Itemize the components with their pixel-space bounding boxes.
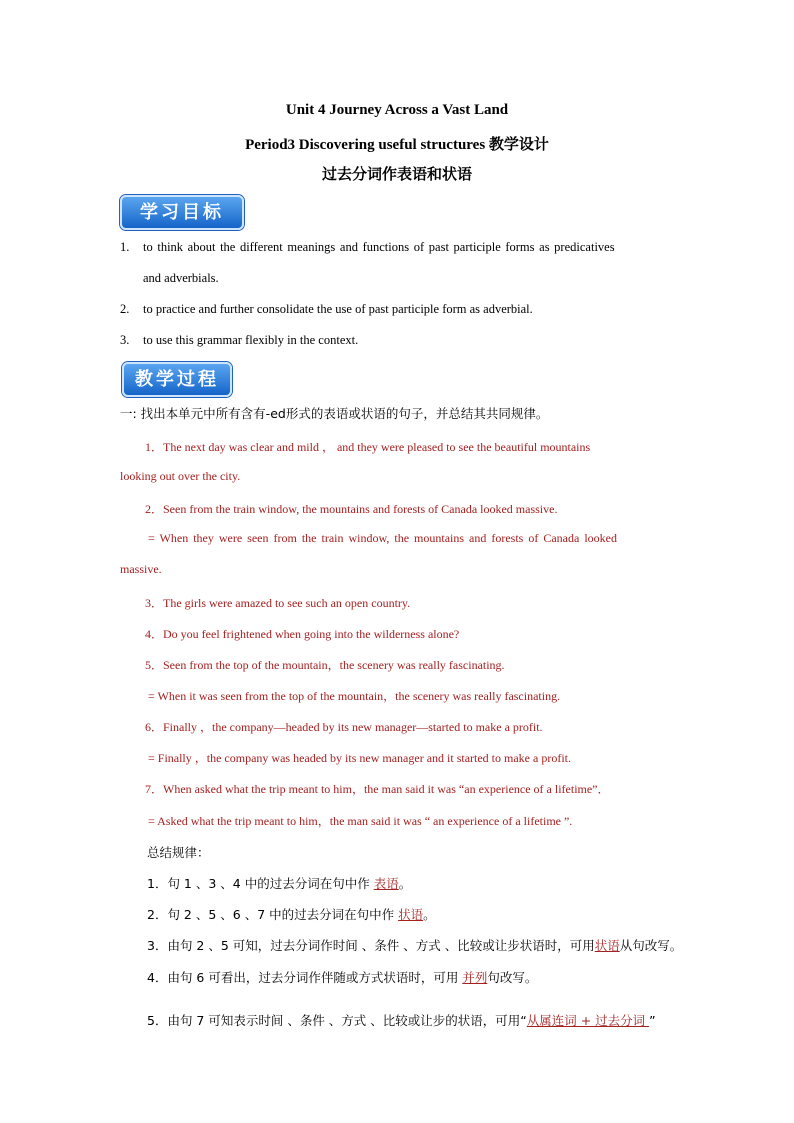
example-3: 3．The girls were amazed to see such an open country. — [145, 596, 411, 610]
objective-1-continuation: and adverbials. — [143, 271, 219, 285]
summary-label: 总结规律： — [147, 845, 210, 860]
rule-text: 。 — [398, 876, 412, 891]
rule-text: 3．由句 2 、5 可知，过去分词作时间 、条件 、方式 、比较或让步状语时，可用 — [147, 938, 595, 953]
rule-answer: 状语 — [398, 907, 424, 922]
rule-answer: 状语 — [594, 938, 620, 953]
rule-text: ” — [649, 1013, 656, 1028]
rule-text: 句改写。 — [487, 970, 538, 985]
example-2: 2．Seen from the train window, the mountains and forests of Canada looked massive. — [145, 502, 558, 516]
objectives-banner: 学习目标 — [120, 195, 244, 230]
objective-text: to practice and further consolidate the use of past participle form as adverbial. — [143, 302, 533, 316]
rule-text: 4．由句 6 可看出，过去分词作伴随或方式状语时，可用 — [147, 970, 463, 985]
topic-title: 过去分词作表语和状语 — [321, 165, 472, 183]
objective-3 — [120, 333, 358, 348]
objective-2 — [120, 302, 533, 317]
summary-rule-4 — [147, 968, 537, 986]
example-2-rewrite: = When they were seen from the train window, the mountains and forests of Canada looked — [148, 531, 617, 545]
rule-text: 1．句 1 、3 、4 中的过去分词在句中作 — [147, 876, 374, 891]
period-title: Period3 Discovering useful structures 教学设计 — [245, 137, 549, 153]
example-7-rewrite: = Asked what the trip meant to him，the man said it was “ an experience of a lifetime ”. — [148, 814, 573, 828]
rule-text: 5．由句 7 可知表示时间 、条件 、方式 、比较或让步的状语，可用“ — [147, 1013, 527, 1028]
rule-text: 2．句 2 、5 、6 、7 中的过去分词在句中作 — [147, 907, 399, 922]
objective-text: to use this grammar flexibly in the context. — [143, 333, 359, 347]
objective-number: 3. — [120, 333, 130, 347]
summary-rule-1 — [147, 874, 411, 892]
process-banner: 教学过程 — [122, 362, 232, 397]
example-5-rewrite: = When it was seen from the top of the mountain，the scenery was really fascinating. — [148, 689, 561, 703]
example-1-continuation: looking out over the city. — [120, 469, 241, 483]
objective-text: to think about the different meanings and functions of past participle forms as predicatives — [143, 240, 615, 254]
example-5: 5．Seen from the top of the mountain，the scenery was really fascinating. — [145, 658, 505, 672]
example-6: 6．Finally ，the company—headed by its new manager—started to make a profit. — [145, 720, 543, 734]
unit-title: Unit 4 Journey Across a Vast Land — [285, 102, 509, 118]
rule-answer: 从属连词 + 过去分词 — [526, 1013, 650, 1028]
rule-answer: 并列 — [462, 970, 488, 985]
example-4: 4．Do you feel frightened when going into the wilderness alone? — [145, 627, 460, 641]
summary-rule-5 — [147, 1011, 656, 1029]
rule-text: 从句改写。 — [619, 938, 683, 953]
rule-answer: 表语 — [373, 876, 399, 891]
example-7: 7．When asked what the trip meant to him，the man said it was “an experience of a lifetime”． — [145, 782, 610, 796]
rule-text: 。 — [423, 907, 436, 922]
summary-rule-2 — [147, 905, 436, 923]
objective-number: 2. — [120, 302, 130, 316]
example-1: 1．The next day was clear and mild ， and they were pleased to see the beautiful mountains — [145, 440, 591, 454]
summary-rule-3 — [147, 936, 682, 954]
task-instruction: 一: 找出本单元中所有含有-ed形式的表语或状语的句子，并总结其共同规律。 — [120, 406, 549, 421]
objective-number: 1. — [120, 240, 130, 254]
example-2-rewrite-continuation: massive. — [120, 562, 162, 576]
objective-1 — [120, 240, 673, 255]
example-6-rewrite: = Finally ，the company was headed by its new manager and it started to make a profit. — [148, 751, 571, 765]
